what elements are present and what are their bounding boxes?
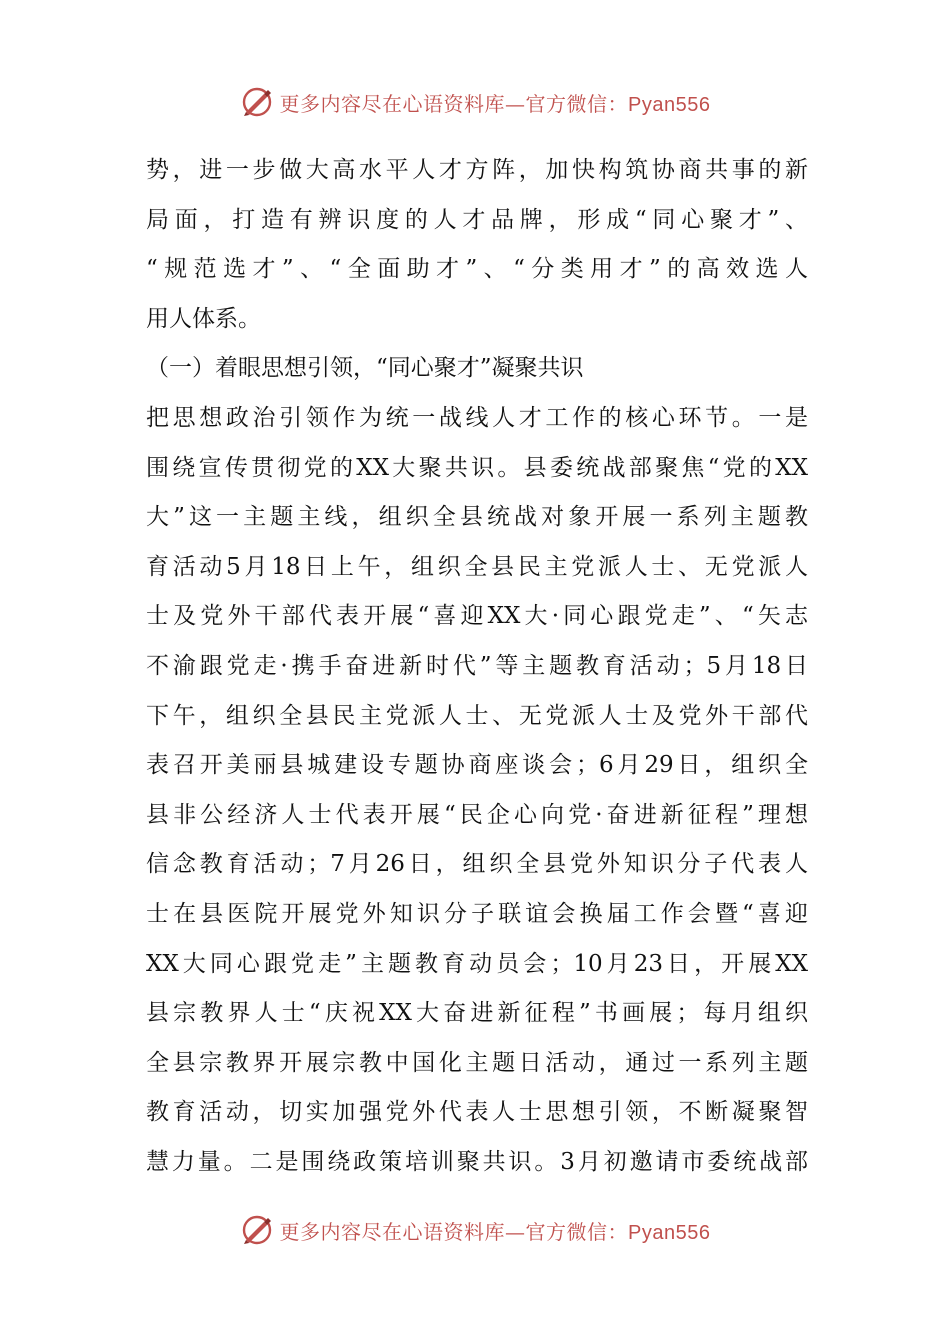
text-line: 不渝跟党走·携手奋进新时代”等主题教育活动；5月18日 (146, 652, 808, 679)
watermark-main: 更多内容尽在心语资料库 (279, 91, 506, 116)
watermark-dash: — (505, 1219, 526, 1244)
text-line: 大”这一主题主线，组织全县统战对象开展一系列主题教 (146, 504, 808, 531)
watermark-wechat: 官方微信： (525, 91, 629, 116)
watermark-text (280, 88, 711, 117)
text-line: 县宗教界人士“庆祝XX大奋进新征程”书画展；每月组织 (146, 1000, 808, 1027)
text-line: 表召开美丽县城建设专题协商座谈会；6月29日，组织全 (146, 752, 808, 779)
text-line: 信念教育活动；7月26日，组织全县党外知识分子代表人 (146, 851, 808, 878)
footer-watermark (0, 1208, 950, 1252)
watermark-id: Pyan556 (628, 1221, 711, 1244)
section-heading: （一）着眼思想引领，“同心聚才”凝聚共识 (146, 355, 584, 382)
text-line: 育活动5月18日上午，组织全县民主党派人士、无党派人 (146, 553, 808, 580)
text-line: 势，进一步做大高水平人才方阵，加快构筑协商共事的新 (146, 157, 808, 183)
text-line: 局面，打造有辨识度的人才品牌，形成“同心聚才”、 (146, 206, 808, 233)
watermark-wechat: 官方微信： (525, 1219, 629, 1244)
document-body (146, 146, 808, 1187)
watermark-id: Pyan556 (628, 93, 711, 116)
text-line: 教育活动，切实加强党外代表人士思想引领，不断凝聚智 (146, 1099, 808, 1126)
watermark-main: 更多内容尽在心语资料库 (279, 1219, 506, 1244)
text-line: 用人体系。 (146, 305, 261, 332)
text-line: 士在县医院开展党外知识分子联谊会换届工作会暨“喜迎 (146, 900, 808, 927)
text-line: 全县宗教界开展宗教中国化主题日活动，通过一系列主题 (146, 1049, 808, 1076)
text-line: 县非公经济人士代表开展“民企心向党·奋进新征程”理想 (146, 801, 808, 828)
header-watermark (0, 80, 950, 124)
text-line: 围绕宣传贯彻党的XX大聚共识。县委统战部聚焦“党的XX (146, 454, 808, 481)
text-line: 下午，组织全县民主党派人士、无党派人士及党外干部代 (146, 702, 808, 729)
text-line: 慧力量。二是围绕政策培训聚共识。3月初邀请市委统战部 (146, 1148, 808, 1175)
pen-logo-icon (240, 85, 274, 119)
watermark-dash: — (505, 91, 526, 116)
text-line: 士及党外干部代表开展“喜迎XX大·同心跟党走”、“矢志 (146, 603, 808, 630)
pen-logo-icon (240, 1213, 274, 1247)
text-line: XX大同心跟党走”主题教育动员会；10月23日，开展XX (146, 950, 808, 977)
text-line: 把思想政治引领作为统一战线人才工作的核心环节。一是 (146, 404, 808, 431)
watermark-text (280, 1216, 711, 1245)
text-line: “规范选才”、“全面助才”、“分类用才”的高效选人 (146, 256, 808, 283)
